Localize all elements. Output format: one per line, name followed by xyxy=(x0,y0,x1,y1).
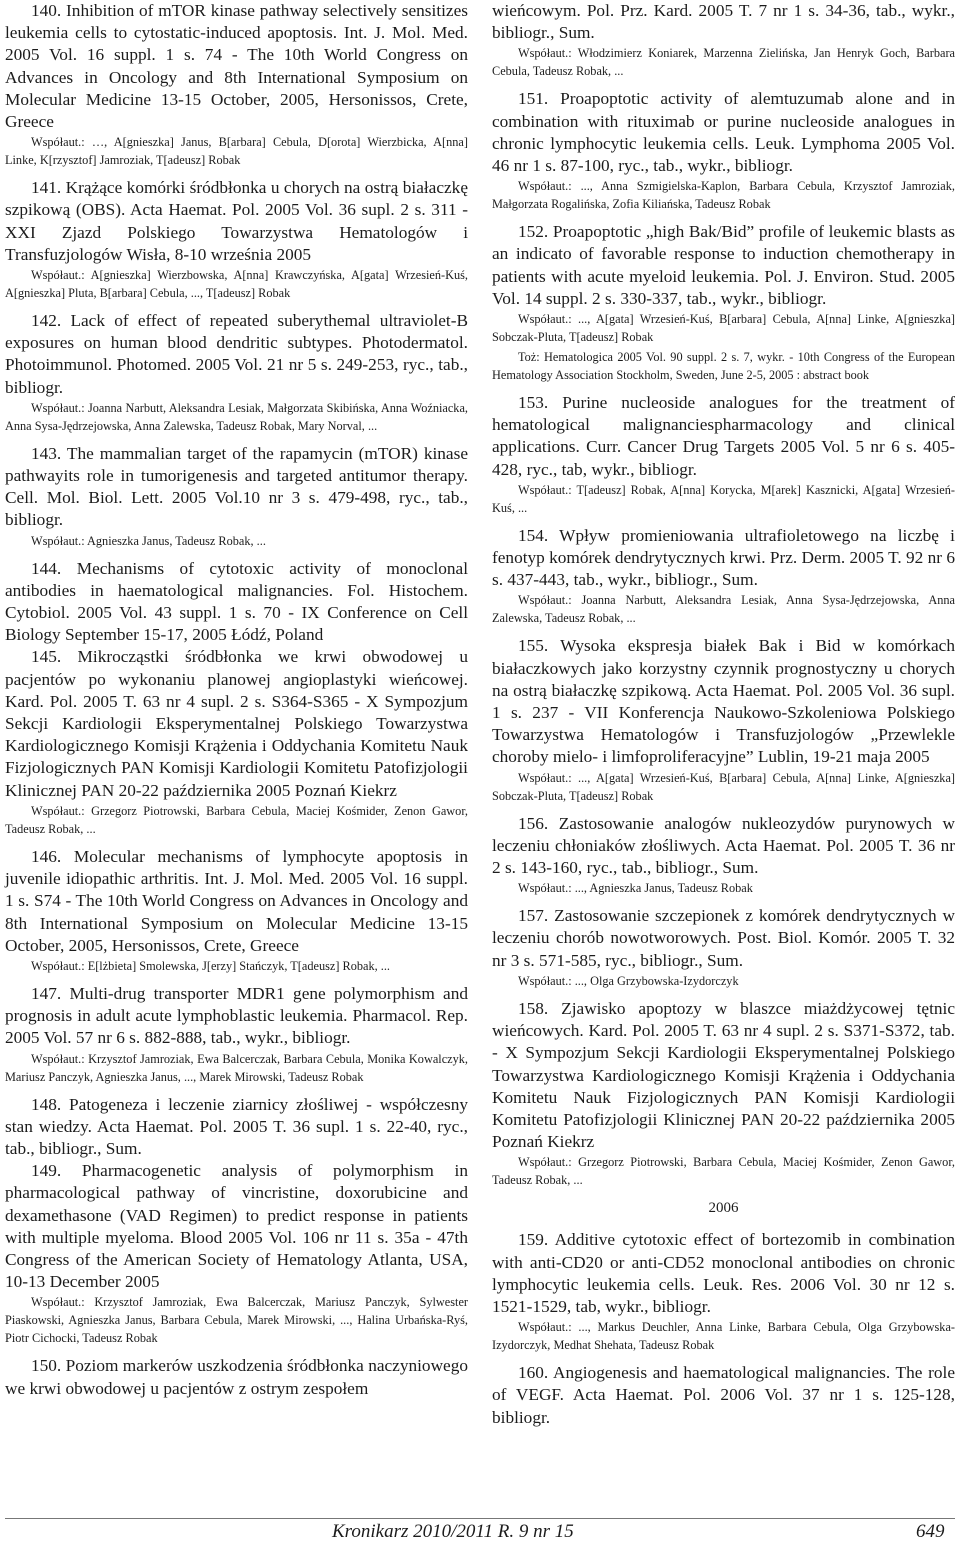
entry-157 xyxy=(492,905,955,990)
entry-140 xyxy=(5,0,468,169)
entry-153 xyxy=(492,392,955,517)
entry-149 xyxy=(5,1160,468,1347)
also-published-note: Toż: Hematologica 2005 Vol. 90 suppl. 2 s. 7, wykr. - 10th Congress of the European Hematology Association Stockholm, Sweden, June 2-5, 2005 : abstract book xyxy=(492,350,955,383)
entry-143 xyxy=(5,443,468,550)
coauthors: Współaut.: A[gnieszka] Wierzbowska, A[nna] Krawczyńska, A[gata] Wrzesień-Kuś, A[gnieszka] Pluta, B[arbara] Cebula, ..., T[adeusz] Robak xyxy=(5,268,468,301)
entry-text: 149. Pharmacogenetic analysis of polymorphism in pharmacological pathway of vincristine, doxorubicine and dexamethasone (VAD Regimen) to predict response in patients with multiple myeloma. Blood 2005 Vol. 106 nr 11 s. 35a - 47th Congress of the American Society of Hematology Atlanta, USA, 10-13 December 2005 xyxy=(5,1161,468,1292)
coauthors: Współaut.: …, A[gnieszka] Janus, B[arbara] Cebula, D[orota] Wierzbicka, A[nna] Linke, K[rzysztof] Jamroziak, T[adeusz] Robak xyxy=(5,135,468,168)
entry-156 xyxy=(492,813,955,898)
coauthors: Współaut.: ..., Anna Szmigielska-Kaplon, Barbara Cebula, Krzysztof Jamroziak, Małgorzata Rogalińska, Zofia Kiliańska, Tadeusz Robak xyxy=(492,179,955,212)
entry-text: 160. Angiogenesis and haematological malignancies. The role of VEGF. Acta Haemat. Pol. 2006 Vol. 37 nr 1 s. 125-128, bibliogr. xyxy=(492,1363,955,1427)
page-number: 649 xyxy=(916,1521,945,1542)
entry-text: 143. The mammalian target of the rapamycin (mTOR) kinase pathwayits role in tumorigenesis and targeted antitumor therapy. Cell. Mol. Biol. Lett. 2005 Vol.10 nr 3 s. 479-498, ryc., tab., bibliogr. xyxy=(5,443,468,530)
entry-text: 144. Mechanisms of cytotoxic activity of monoclonal antibodies in haematological malignancies. Fol. Histochem. Cytobiol. 2005 Vol. 43 suppl. 1 s. 70 - IX Conference on Cell Biology September 15-17, 2005 Łódź, Poland xyxy=(5,558,468,645)
entry-146 xyxy=(5,846,468,975)
entry-144 xyxy=(5,558,468,647)
entry-text: 141. Krążące komórki śródbłonka u chorych na ostrą białaczkę szpikową (OBS). Acta Haemat. Pol. 2005 Vol. 36 supl. 2 s. 311 - XXI Zjazd Polskiego Towarzystwa Hematologów i Transfuzjologów Wisła, 8-10 września 2005 xyxy=(5,178,468,264)
entry-text: 157. Zastosowanie szczepionek z komórek dendrytycznych w leczeniu chorób nowotworowych. Post. Biol. Komór. 2005 T. 32 nr 3 s. 571-585, ryc., bibliogr., Sum. xyxy=(492,906,955,970)
coauthors: Współaut.: Joanna Narbutt, Aleksandra Lesiak, Małgorzata Skibińska, Anna Woźniacka, Anna Sysa-Jędrzejowska, Anna Zalewska, Tadeusz Robak, Mary Norval, ... xyxy=(5,400,468,433)
coauthors: Współaut.: E[lżbieta] Smolewska, J[erzy] Stańczyk, T[adeusz] Robak, ... xyxy=(31,958,391,973)
entry-151 xyxy=(492,88,955,213)
coauthors: Współaut.: Grzegorz Piotrowski, Barbara Cebula, Maciej Kośmider, Zenon Gawor, Tadeusz Robak, ... xyxy=(5,803,468,836)
coauthors: Współaut.: T[adeusz] Robak, A[nna] Korycka, M[arek] Kasznicki, A[gata] Wrzesień-Kuś, ... xyxy=(492,482,955,515)
entry-text: 148. Patogeneza i leczenie ziarnicy złośliwej - współczesny stan wiedzy. Acta Haemat. Pol. 2005 T. 36 supl. 1 s. 22-40, ryc., tab., bibliogr., Sum. xyxy=(5,1094,468,1158)
entry-155 xyxy=(492,635,955,804)
entry-148 xyxy=(5,1094,468,1161)
coauthors: Współaut.: ..., A[gata] Wrzesień-Kuś, B[arbara] Cebula, A[nna] Linke, A[gnieszka] Sobczak-Pluta, T[adeusz] Robak xyxy=(492,770,955,803)
entry-text: 159. Additive cytotoxic effect of bortezomib in combination with anti-CD20 or anti-CD52 monoclonal antibodies on chronic lymphocytic leukemia cells. Leuk. Res. 2006 Vol. 30 nr 12 s. 1521-1529, tab, wykr., bibliogr. xyxy=(492,1230,955,1316)
entry-text: 154. Wpływ promieniowania ultrafioletowego na liczbę i fenotyp komórek dendrytycznych krwi. Prz. Derm. 2005 T. 92 nr 6 s. 437-443, tab., wykr., bibliogr., Sum. xyxy=(492,525,955,590)
entry-text: 146. Molecular mechanisms of lymphocyte apoptosis in juvenile idiopathic arthritis. Int. J. Mol. Med. 2005 Vol. 16 suppl. 1 s. S74 - The 10th World Congress on Advances in Oncology and 8th International Symposium on Molecular Medicine 13-15 October, 2005, Hersonissos, Crete, Greece xyxy=(5,846,468,955)
entry-text: 155. Wysoka ekspresja białek Bak i Bid w komórkach białaczkowych jako korzystny czynnik prognostyczny u chorych na ostrą białaczkę szpikową. Acta Haemat. Pol. 2005 Vol. 36 supl. 1 s. 237 - VII Konferencja Naukowo-Szkoleniowa Polskiego Towarzystwa Hematologów i Transfuzjologów „Przewlekle choroby mielo- i limfoproliferacyjne” Lublin, 19-21 maja 2005 xyxy=(492,636,955,767)
entry-text: 147. Multi-drug transporter MDR1 gene polymorphism and prognosis in adult acute lymphoblastic leukemia. Pharmacol. Rep. 2005 Vol. 57 nr 6 s. 882-888, tab., wykr., bibliogr. xyxy=(5,983,468,1048)
footer-journal-title: Kronikarz 2010/2011 R. 9 nr 15 xyxy=(332,1521,574,1542)
coauthors: Współaut.: ..., A[gata] Wrzesień-Kuś, B[arbara] Cebula, A[nna] Linke, A[gnieszka] Sobczak-Pluta, T[adeusz] Robak xyxy=(492,312,955,345)
entry-text: 153. Purine nucleoside analogues for the treatment of hematological malignanciespharmacology and clinical applications. Curr. Cancer Drug Targets 2005 Vol. 5 nr 6 s. 405-428, ryc., tab, wykr., bibliogr. xyxy=(492,393,955,479)
entry-147 xyxy=(5,983,468,1086)
entry-142 xyxy=(5,310,468,435)
coauthors: Współaut.: ..., Markus Deuchler, Anna Linke, Barbara Cebula, Olga Grzybowska-Izydorczyk, Medhat Shehata, Tadeusz Robak xyxy=(492,1320,955,1353)
entry-159 xyxy=(492,1229,955,1354)
entry-145 xyxy=(5,646,468,837)
coauthors: Współaut.: Krzysztof Jamroziak, Ewa Balcerczak, Barbara Cebula, Monika Kowalczyk, Mariusz Panczyk, Agnieszka Janus, ..., Marek Mirowski, Tadeusz Robak xyxy=(5,1051,468,1084)
entry-152 xyxy=(492,221,955,384)
entry-text-continued: wieńcowym. Pol. Prz. Kard. 2005 T. 7 nr 1 s. 34-36, tab., wykr., bibliogr., Sum. xyxy=(492,1,955,43)
coauthors: Współaut.: ..., Olga Grzybowska-Izydorczyk xyxy=(518,973,739,988)
year-heading: 2006 xyxy=(708,1200,739,1217)
left-column xyxy=(5,0,468,1400)
entry-text: 145. Mikrocząstki śródbłonka we krwi obwodowej u pacjentów po wykonaniu planowej angioplastyki wieńcowej. Kard. Pol. 2005 T. 63 nr 4 supl. 2 s. S364-S365 - X Sympozjum Sekcji Kardiologii Eksperymentalnej Polskiego Towarzystwa Kardiologicznego Komisji Krążenia i Oddychania Komitetu Nauk Fizjologicznych PAN Komisji Kardiologii Komitetu Patofizjologii Klinicznej PAN 20-22 października 2005 Poznań Kiekrz xyxy=(5,647,468,800)
entry-text: 156. Zastosowanie analogów nukleozydów purynowych w leczeniu chłoniaków złośliwych. Acta Haemat. Pol. 2005 T. 36 nr 2 s. 143-160, ryc., tab., bibliogr., Sum. xyxy=(492,813,955,878)
entry-158 xyxy=(492,998,955,1189)
coauthors: Współaut.: Krzysztof Jamroziak, Ewa Balcerczak, Mariusz Panczyk, Sylwester Piaskowski, Agnieszka Janus, Barbara Cebula, Marek Mirowski, ..., Halina Urbańska-Ryś, Piotr Cichocki, Tadeusz Robak xyxy=(5,1295,468,1346)
entry-154 xyxy=(492,525,955,628)
entry-text: 140. Inhibition of mTOR kinase pathway selectively sensitizes leukemia cells to cytostatic-induced apoptosis. Int. J. Mol. Med. 2005 Vol. 16 suppl. 1 s. 74 - The 10th World Congress on Advances in Oncology and 8th International Symposium on Molecular Medicine 13-15 October, 2005, Hersonissos, Crete, Greece xyxy=(5,1,468,132)
coauthors: Współaut.: Agnieszka Janus, Tadeusz Robak, ... xyxy=(31,533,266,548)
coauthors: Współaut.: Włodzimierz Koniarek, Marzenna Zielińska, Jan Henryk Goch, Barbara Cebula, Tadeusz Robak, ... xyxy=(492,46,955,79)
entry-text: 150. Poziom markerów uszkodzenia śródbłonka naczyniowego we krwi obwodowej u pacjentów z ostrym zespołem xyxy=(5,1356,468,1398)
entry-text: 152. Proapoptotic „high Bak/Bid” profile of leukemic blasts as an indicato of favorable response to induction chemotherapy in patients with acute myeloid leukemia. Pol. J. Environ. Stud. 2005 Vol. 14 suppl. 2 s. 330-337, tab., wykr., bibliogr. xyxy=(492,222,955,308)
right-column xyxy=(492,0,955,1429)
entry-150-continued xyxy=(492,0,955,80)
footer-rule xyxy=(5,1518,955,1519)
entry-160 xyxy=(492,1362,955,1429)
coauthors: Współaut.: Joanna Narbutt, Aleksandra Lesiak, Anna Sysa-Jędrzejowska, Anna Zalewska, Tadeusz Robak, ... xyxy=(492,593,955,626)
entry-150 xyxy=(5,1355,468,1399)
coauthors: Współaut.: Grzegorz Piotrowski, Barbara Cebula, Maciej Kośmider, Zenon Gawor, Tadeusz Robak, ... xyxy=(492,1155,955,1188)
coauthors: Współaut.: ..., Agnieszka Janus, Tadeusz Robak xyxy=(518,881,753,896)
entry-text: 151. Proapoptotic activity of alemtuzumab alone and in combination with rituximab or purine nucleoside analogues in chronic lymphocytic leukemia cells. Leuk. Lymphoma 2005 Vol. 46 nr 1 s. 87-100, ryc., tab., wykr., bibliogr. xyxy=(492,89,955,176)
entry-141 xyxy=(5,177,468,302)
entry-text: 142. Lack of effect of repeated suberythemal ultraviolet-B exposures on human blood dendritic subtypes. Photodermatol. Photoimmunol. Photomed. 2005 Vol. 21 nr 5 s. 249-253, ryc., tab., bibliogr. xyxy=(5,311,468,397)
entry-text: 158. Zjawisko apoptozy w blaszce miażdżycowej tętnic wieńcowych. Kard. Pol. 2005 T. 63 nr 4 supl. 2 s. S371-S372, tab. - X Sympozjum Sekcji Kardiologii Eksperymentalnej Polskiego Towarzystwa Kardiologicznego Komisji Krążenia i Oddychania Komitetu Nauk Fizjologicznych PAN Komisji Kardiologii Komitetu Patofizjologii Klinicznej PAN 20-22 października 2005 Poznań Kiekrz xyxy=(492,998,955,1152)
